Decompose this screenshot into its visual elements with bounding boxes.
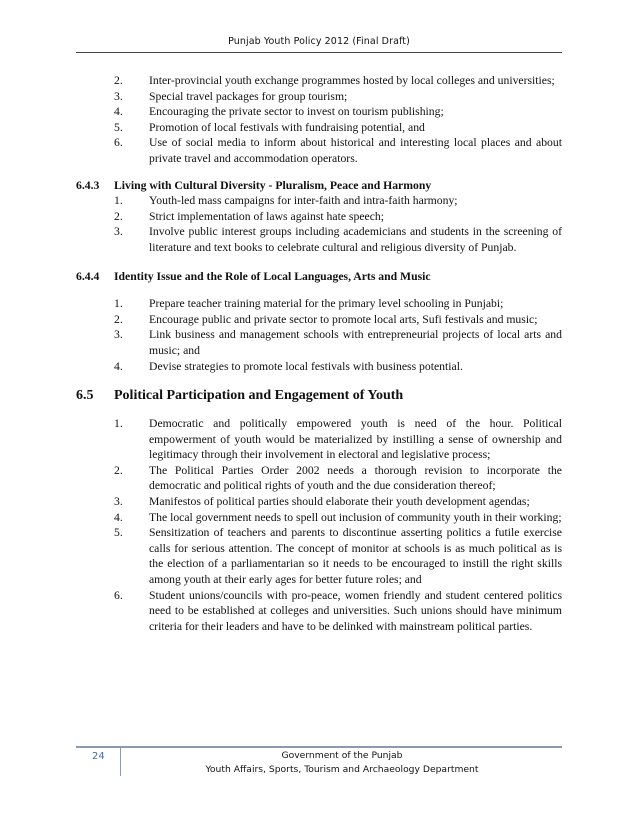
list-item [0,135,638,166]
item-text: Student unions/councils with pro-peace, women friendly and student centered politics need to be established at colleges and universities. Such unions should have minimum criteria for their leaders and have to be delinked with mainstream political parties. [149,588,562,633]
item-text: Link business and management schools with entrepreneurial projects of local arts and music; and [149,328,562,357]
item-text: Promotion of local festivals with fundraising potential, and [149,120,425,134]
list-item [0,416,638,463]
list-item [0,359,638,375]
list-item [0,296,638,312]
list-item [0,463,638,494]
list-item [0,73,638,89]
list-item [0,104,638,120]
item-text: Youth-led mass campaigns for inter-faith and intra-faith harmony; [149,194,458,208]
item-number: 4. [114,510,123,524]
list-item [0,193,638,209]
item-number: 3. [114,495,123,509]
section-number: 6.4.3 [76,178,100,192]
item-number: 5. [114,120,123,134]
item-text: Devise strategies to promote local festivals with business potential. [149,359,463,373]
list-6-4-3 [0,193,638,255]
item-text: Encourage public and private sector to promote local arts, Sufi festivals and music; [149,312,538,326]
item-text: Manifestos of political parties should elaborate their youth development agendas; [149,495,530,509]
item-text: Prepare teacher training material for the primary level schooling in Punjabi; [149,297,504,311]
item-text: Encouraging the private sector to invest on tourism publishing; [149,105,444,119]
footer-line-1: Government of the Punjab [281,750,403,761]
list-item [0,588,638,635]
section-number: 6.5 [76,388,94,404]
item-number: 3. [114,89,123,103]
item-number: 4. [114,359,123,373]
item-number: 2. [114,312,123,326]
list-6-4-4 [0,296,638,374]
page-footer [122,749,562,777]
list-item [0,89,638,105]
item-number: 2. [114,209,123,223]
item-number: 3. [114,328,123,342]
item-number: 2. [114,74,123,87]
footer-divider [76,746,562,748]
section-title: Identity Issue and the Role of Local Languages, Arts and Music [114,269,431,283]
list-item [0,510,638,526]
item-number: 3. [114,225,123,239]
item-text: The Political Parties Order 2002 needs a thorough revision to incorporate the democratic and political rights of youth and the due consideration thereof; [149,463,562,493]
list-item [0,224,638,255]
item-text: Strict implementation of laws against hate speech; [149,209,384,223]
item-text: Democratic and politically empowered youth is need of the hour. Political empowerment of youth would be materialized by instilling a sense of ownership and legitimacy through their involvement in electoral and legislative process; [149,417,562,462]
item-number: 1. [114,194,123,208]
section-heading-6-4-3 [0,178,638,194]
page-header: Punjab Youth Policy 2012 (Final Draft) [228,36,410,47]
list-item [0,525,638,587]
item-number: 5. [114,526,123,540]
footer-vertical-divider [120,746,121,776]
item-text: Sensitization of teachers and parents to discontinue asserting politics a futile exercise calls for serious attention. The concept of monitor at schools is as much political as is the election of a parliamentarian so it needs to be encouraged to instill the right skills among youth at their early ages for better future roles; and [149,526,562,587]
list-item [0,494,638,510]
list-item [0,312,638,328]
section-heading-6-4-4 [0,269,638,285]
item-number: 1. [114,297,123,311]
item-number: 1. [114,417,123,431]
section-title: Political Participation and Engagement of Youth [114,388,404,404]
section-heading-6-5 [0,387,638,405]
list-item [0,327,638,358]
item-text: Special travel packages for group tourism; [149,89,348,103]
list-top [0,73,638,167]
document-body [0,73,638,634]
list-6-5 [0,416,638,634]
page-number: 24 [92,751,105,762]
item-text: The local government needs to spell out inclusion of community youth in their working; [149,510,562,524]
footer-line-2: Youth Affairs, Sports, Tourism and Archaeology Department [205,764,479,775]
section-title: Living with Cultural Diversity - Pluralism, Peace and Harmony [114,178,432,192]
list-item [0,209,638,225]
item-text: Inter-provincial youth exchange programmes hosted by local colleges and universities; [149,74,555,87]
item-text: Involve public interest groups including academicians and students in the screening of literature and text books to celebrate cultural and religious diversity of Punjab. [149,225,562,254]
section-number: 6.4.4 [76,269,100,283]
item-number: 2. [114,463,123,477]
item-number: 6. [114,588,123,602]
item-number: 4. [114,105,123,119]
item-number: 6. [114,136,123,150]
list-item [0,120,638,136]
item-text: Use of social media to inform about historical and interesting local places and about private travel and accommodation operators. [149,136,562,165]
header-divider [76,52,562,53]
